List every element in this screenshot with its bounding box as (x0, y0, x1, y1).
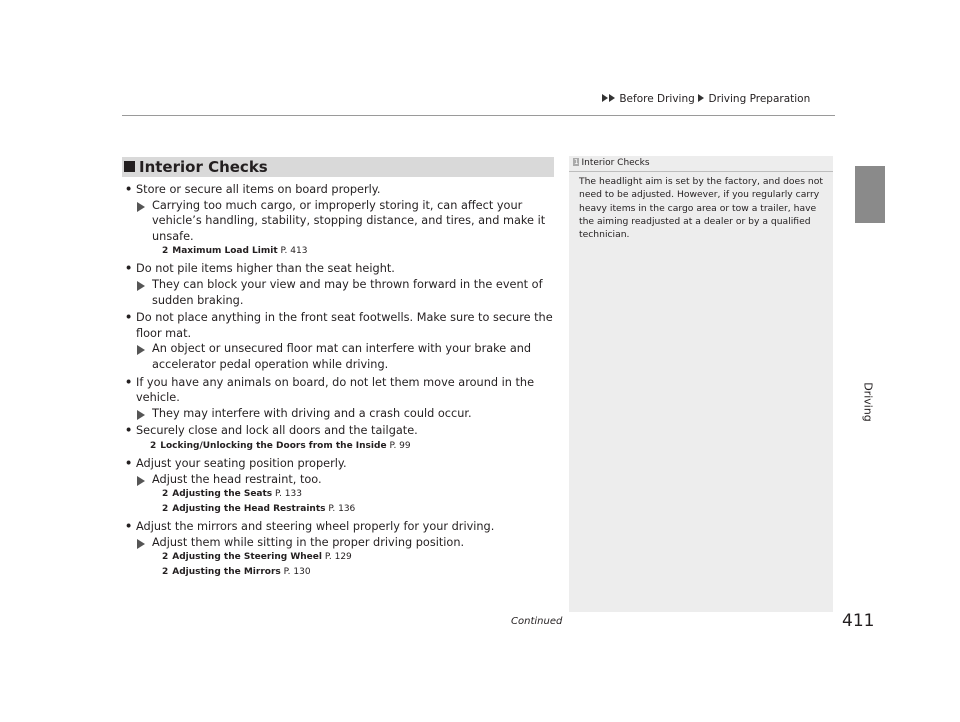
arrow-right-icon (137, 345, 145, 355)
breadcrumb-item-driving-preparation[interactable]: Driving Preparation (708, 93, 811, 105)
cross-reference-link[interactable] (136, 550, 558, 565)
reference-title: Adjusting the Head Restraints (172, 504, 326, 515)
reference-title: Adjusting the Seats (172, 489, 273, 500)
side-note-text: The headlight aim is set by the factory, and does not need to be adjusted. However, if you regularly carry heavy items in the cargo area or tow a trailer, have the aiming readjusted at a dealer or by a qualified technician. (579, 176, 823, 241)
section-heading (122, 157, 554, 177)
reference-page: P. 130 (283, 567, 311, 578)
reference-page: P. 413 (280, 246, 308, 257)
chapter-tab-marker (855, 166, 885, 223)
reference-icon: 2 (162, 567, 169, 578)
bullet-icon: • (125, 375, 133, 389)
reference-title: Adjusting the Steering Wheel (172, 552, 322, 563)
reference-title: Locking/Unlocking the Doors from the Inside (160, 440, 387, 451)
reference-title: Maximum Load Limit (172, 246, 278, 257)
arrow-right-icon (137, 476, 145, 486)
reference-icon: 2 (162, 552, 169, 563)
reference-page: P. 129 (324, 552, 352, 563)
arrow-right-icon (137, 281, 145, 291)
sub-point (136, 406, 558, 422)
cross-reference-link[interactable] (136, 439, 558, 454)
arrow-right-icon (137, 539, 145, 549)
list-item (122, 423, 558, 454)
sub-point-text: An object or unsecured floor mat can interfere with your brake and accelerator pedal operation while driving. (152, 342, 532, 371)
breadcrumb (602, 93, 810, 105)
side-note (569, 156, 833, 612)
list-item-text: Do not place anything in the front seat footwells. Make sure to secure the floor mat. (136, 311, 553, 340)
list-item (122, 456, 558, 517)
list-item-text: Do not pile items higher than the seat height. (136, 262, 395, 276)
bullet-icon: • (125, 520, 133, 534)
reference-page: P. 99 (389, 440, 411, 451)
sub-point-text: They can block your view and may be thrown forward in the event of sudden braking. (152, 277, 543, 307)
bullet-icon: • (125, 183, 133, 196)
list-item-text: If you have any animals on board, do not let them move around in the vehicle. (136, 375, 535, 405)
list-item-text: Adjust the mirrors and steering wheel properly for your driving. (136, 520, 495, 534)
reference-icon: 2 (162, 246, 169, 257)
list-item (122, 310, 558, 372)
arrow-right-icon (137, 410, 145, 420)
sub-point (136, 198, 558, 245)
continued-label: Continued (511, 616, 563, 627)
reference-icon: 2 (162, 489, 169, 500)
cross-reference-link[interactable] (136, 244, 558, 259)
page-number: 411 (842, 611, 875, 631)
arrow-right-icon (137, 202, 145, 212)
cross-reference-link[interactable] (136, 502, 558, 517)
sub-point (136, 341, 558, 372)
reference-icon: 2 (162, 504, 169, 515)
list-item (122, 375, 558, 422)
list-item (122, 519, 558, 580)
sub-point-text: They may interfere with driving and a crash could occur. (152, 406, 472, 420)
list-item-text: Adjust your seating position properly. (136, 456, 347, 470)
reference-icon: 2 (150, 440, 157, 451)
sub-point (136, 535, 558, 551)
list-item (122, 182, 558, 259)
bullet-icon: • (125, 456, 133, 470)
reference-page: P. 136 (328, 504, 356, 515)
bullet-icon: • (125, 311, 133, 325)
chapter-tab[interactable] (861, 372, 875, 432)
instructions-list (122, 180, 558, 580)
sub-point (136, 277, 558, 308)
section-square-icon (124, 161, 135, 172)
side-note-title: Interior Checks (581, 158, 650, 168)
sub-point-text: Adjust the head restraint, too. (152, 472, 322, 486)
list-item-text: Securely close and lock all doors and the tailgate. (136, 424, 418, 438)
sub-point-text: Adjust them while sitting in the proper driving position. (152, 535, 465, 549)
section-title: Interior Checks (139, 158, 268, 176)
sub-point-text: Carrying too much cargo, or improperly storing it, can affect your vehicle’s handling, stability, stopping distance, and tires, and make it unsafe. (152, 198, 546, 243)
reference-page: P. 133 (275, 489, 302, 500)
header-rule (122, 115, 835, 116)
cross-reference-link[interactable] (136, 487, 558, 502)
breadcrumb-arrow-icon (602, 94, 608, 102)
bullet-icon: • (125, 424, 133, 438)
list-item (122, 261, 558, 308)
sub-point (136, 472, 558, 488)
breadcrumb-arrow-icon (698, 94, 704, 102)
breadcrumb-arrow-icon (609, 94, 615, 102)
reference-title: Adjusting the Mirrors (172, 567, 281, 578)
list-item-text: Store or secure all items on board properly. (136, 183, 381, 196)
chapter-tab-label: Driving (861, 382, 875, 422)
cross-reference-link[interactable] (136, 565, 558, 580)
bullet-icon: • (125, 262, 133, 276)
note-number-icon: 1 (574, 158, 579, 166)
side-note-rule (569, 171, 833, 172)
breadcrumb-item-before-driving[interactable]: Before Driving (619, 93, 695, 105)
side-note-heading (573, 158, 650, 168)
